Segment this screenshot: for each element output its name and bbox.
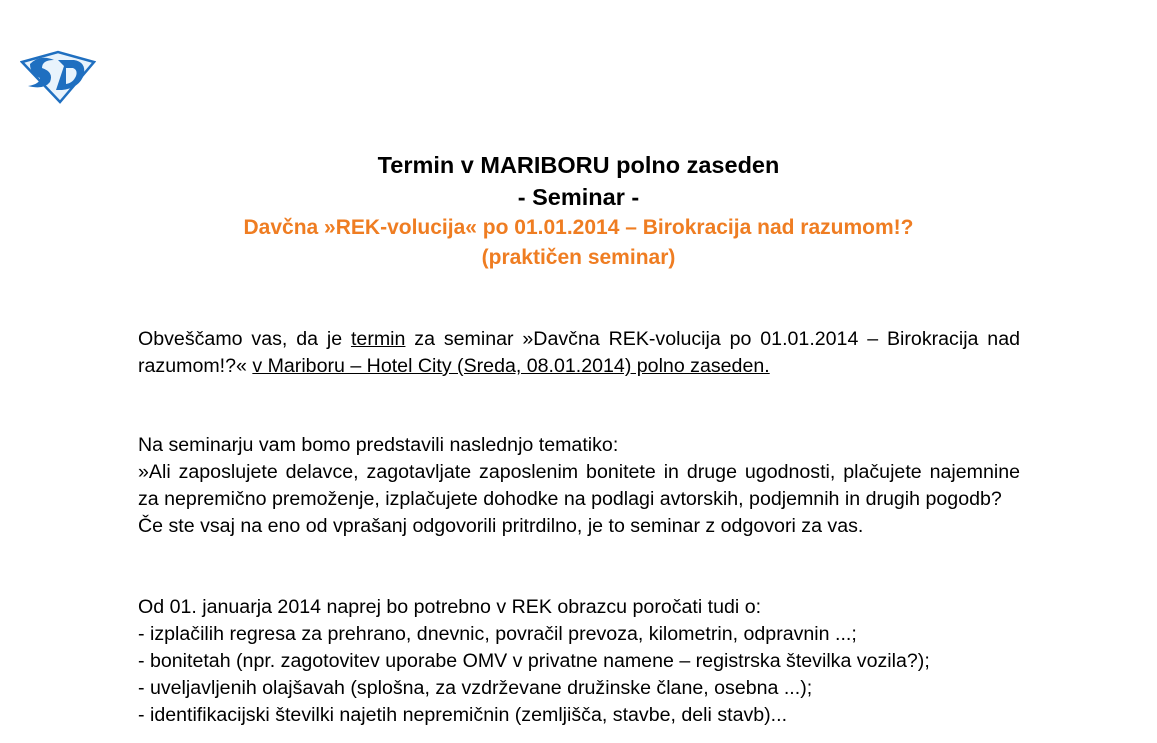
page-title: Termin v MARIBORU polno zaseden — [377, 152, 780, 178]
termin-link[interactable]: termin — [350, 328, 406, 350]
rek-intro: Od 01. januarja 2014 naprej bo potrebno v REK obrazcu poročati tudi o: — [138, 596, 762, 618]
rek-list-item: - bonitetah (npr. zagotovitev uporabe OMV v privatne namene – registrska številka vozila?); — [138, 650, 930, 672]
rek-list-item: - uveljavljenih olajšavah (splošna, za vzdrževane družinske člane, osebna ...); — [138, 677, 813, 699]
topics-intro: Na seminarju vam bomo predstavili naslednjo tematiko: — [138, 434, 619, 456]
rek-list-item: - identifikacijski številki najetih nepremičnin (zemljišča, stavbe, deli stavb)... — [138, 704, 788, 726]
page-subtitle: - Seminar - — [517, 184, 640, 210]
topics-conclusion: Če ste vsaj na eno od vprašanj odgovorili pritrdilno, je to seminar z odgovori za vas. — [138, 515, 864, 537]
seminar-name: Davčna »REK-volucija« po 01.01.2014 – Birokracija nad razumom!? — [243, 216, 914, 239]
topics-paragraph — [138, 432, 1020, 540]
seminar-type: (praktičen seminar) — [481, 246, 676, 269]
rek-list-item: - izplačilih regresa za prehrano, dnevnic, povračil prevoza, kilometrin, odpravnin ...; — [138, 623, 857, 645]
notice-text-middle: za seminar »Davčna REK-volucija po 01.01.2014 – Birokracija nad razumom!?« — [138, 328, 1020, 377]
topics-question: »Ali zaposlujete delavce, zagotavljate zaposlenim bonitete in druge ugodnosti, plačujete najemnine za nepremično premoženje, izplačujete dohodke na podlagi avtorskih, podjemnih in drugih pogodb? — [138, 461, 1020, 510]
rek-paragraph — [138, 594, 1020, 729]
company-logo-icon — [20, 48, 96, 104]
notice-paragraph — [138, 326, 1020, 380]
notice-text-start: Obveščamo vas, da je — [138, 328, 351, 350]
notice-location: v Mariboru – Hotel City (Sreda, 08.01.2014) polno zaseden. — [252, 355, 770, 377]
